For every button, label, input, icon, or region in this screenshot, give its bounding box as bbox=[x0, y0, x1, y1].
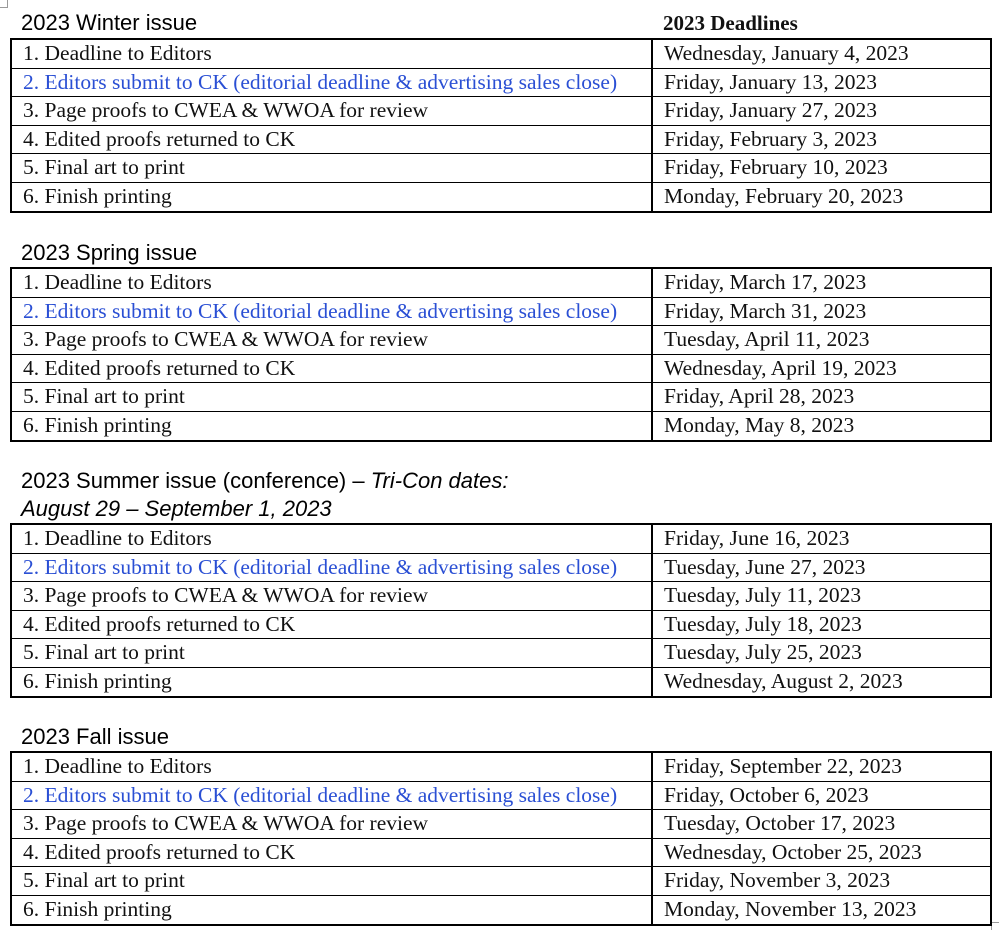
date-cell: Friday, February 3, 2023 bbox=[652, 125, 991, 154]
table-row bbox=[11, 524, 991, 553]
date-cell: Wednesday, October 25, 2023 bbox=[652, 838, 991, 867]
task-cell: 4. Edited proofs returned to CK bbox=[11, 354, 652, 383]
task-cell: 2. Editors submit to CK (editorial deadline & advertising sales close) bbox=[11, 553, 652, 582]
date-cell: Friday, January 13, 2023 bbox=[652, 68, 991, 97]
winter-schedule-table bbox=[10, 38, 992, 213]
table-row bbox=[11, 154, 991, 183]
winter-issue-heading: 2023 Winter issue bbox=[21, 10, 198, 35]
task-cell: 2. Editors submit to CK (editorial deadline & advertising sales close) bbox=[11, 297, 652, 326]
table-row bbox=[11, 667, 991, 696]
task-cell: 5. Final art to print bbox=[11, 639, 652, 668]
date-cell: Tuesday, July 18, 2023 bbox=[652, 610, 991, 639]
task-cell: 1. Deadline to Editors bbox=[11, 524, 652, 553]
table-row bbox=[11, 125, 991, 154]
task-cell: 1. Deadline to Editors bbox=[11, 268, 652, 297]
table-row bbox=[11, 752, 991, 781]
task-cell: 5. Final art to print bbox=[11, 154, 652, 183]
date-cell: Friday, February 10, 2023 bbox=[652, 154, 991, 183]
summer-dates-line bbox=[21, 498, 332, 520]
table-row bbox=[11, 582, 991, 611]
date-cell: Friday, October 6, 2023 bbox=[652, 781, 991, 810]
table-row bbox=[11, 553, 991, 582]
date-cell: Wednesday, August 2, 2023 bbox=[652, 667, 991, 696]
date-cell: Friday, March 17, 2023 bbox=[652, 268, 991, 297]
table-row bbox=[11, 383, 991, 412]
date-cell: Monday, February 20, 2023 bbox=[652, 182, 991, 211]
table-row bbox=[11, 610, 991, 639]
table-row bbox=[11, 810, 991, 839]
spring-schedule-table bbox=[10, 267, 992, 442]
table-row bbox=[11, 326, 991, 355]
summer-title-italic: Tri-Con dates: bbox=[370, 468, 509, 493]
task-cell: 5. Final art to print bbox=[11, 383, 652, 412]
table-row bbox=[11, 182, 991, 211]
date-cell: Tuesday, June 27, 2023 bbox=[652, 553, 991, 582]
table-row bbox=[11, 895, 991, 924]
task-cell: 5. Final art to print bbox=[11, 867, 652, 896]
task-cell: 6. Finish printing bbox=[11, 895, 652, 924]
task-cell: 1. Deadline to Editors bbox=[11, 39, 652, 68]
task-cell: 4. Edited proofs returned to CK bbox=[11, 125, 652, 154]
date-cell: Friday, November 3, 2023 bbox=[652, 867, 991, 896]
task-cell: 6. Finish printing bbox=[11, 411, 652, 440]
date-cell: Tuesday, April 11, 2023 bbox=[652, 326, 991, 355]
table-row bbox=[11, 354, 991, 383]
task-cell: 3. Page proofs to CWEA & WWOA for review bbox=[11, 326, 652, 355]
fall-issue-heading: 2023 Fall issue bbox=[21, 724, 169, 749]
date-cell: Friday, January 27, 2023 bbox=[652, 97, 991, 126]
table-row bbox=[11, 867, 991, 896]
table-row bbox=[11, 639, 991, 668]
date-cell: Friday, April 28, 2023 bbox=[652, 383, 991, 412]
spring-issue-heading: 2023 Spring issue bbox=[21, 240, 198, 265]
date-cell: Monday, May 8, 2023 bbox=[652, 411, 991, 440]
date-cell: Friday, September 22, 2023 bbox=[652, 752, 991, 781]
table-row bbox=[11, 297, 991, 326]
deadlines-heading: 2023 Deadlines bbox=[663, 11, 798, 35]
table-row bbox=[11, 781, 991, 810]
task-cell: 3. Page proofs to CWEA & WWOA for review bbox=[11, 810, 652, 839]
date-cell: Wednesday, January 4, 2023 bbox=[652, 39, 991, 68]
corner-crop-mark bbox=[991, 922, 999, 930]
date-cell: Friday, June 16, 2023 bbox=[652, 524, 991, 553]
task-cell: 2. Editors submit to CK (editorial deadline & advertising sales close) bbox=[11, 68, 652, 97]
date-cell: Tuesday, July 11, 2023 bbox=[652, 582, 991, 611]
task-cell: 6. Finish printing bbox=[11, 182, 652, 211]
task-cell: 3. Page proofs to CWEA & WWOA for review bbox=[11, 582, 652, 611]
table-row bbox=[11, 68, 991, 97]
date-cell: Friday, March 31, 2023 bbox=[652, 297, 991, 326]
summer-schedule-table bbox=[10, 523, 992, 698]
table-row bbox=[11, 838, 991, 867]
summer-issue-heading bbox=[21, 470, 508, 492]
task-cell: 1. Deadline to Editors bbox=[11, 752, 652, 781]
task-cell: 2. Editors submit to CK (editorial deadline & advertising sales close) bbox=[11, 781, 652, 810]
task-cell: 6. Finish printing bbox=[11, 667, 652, 696]
date-cell: Tuesday, July 25, 2023 bbox=[652, 639, 991, 668]
table-row bbox=[11, 39, 991, 68]
date-cell: Monday, November 13, 2023 bbox=[652, 895, 991, 924]
fall-schedule-table bbox=[10, 751, 992, 926]
task-cell: 3. Page proofs to CWEA & WWOA for review bbox=[11, 97, 652, 126]
date-cell: Wednesday, April 19, 2023 bbox=[652, 354, 991, 383]
table-row bbox=[11, 411, 991, 440]
summer-conference-dates: August 29 – September 1, 2023 bbox=[21, 496, 332, 521]
table-row bbox=[11, 268, 991, 297]
summer-title-text: 2023 Summer issue (conference) – bbox=[21, 468, 371, 493]
table-row bbox=[11, 97, 991, 126]
date-cell: Tuesday, October 17, 2023 bbox=[652, 810, 991, 839]
task-cell: 4. Edited proofs returned to CK bbox=[11, 610, 652, 639]
corner-crop-mark bbox=[0, 0, 8, 8]
task-cell: 4. Edited proofs returned to CK bbox=[11, 838, 652, 867]
